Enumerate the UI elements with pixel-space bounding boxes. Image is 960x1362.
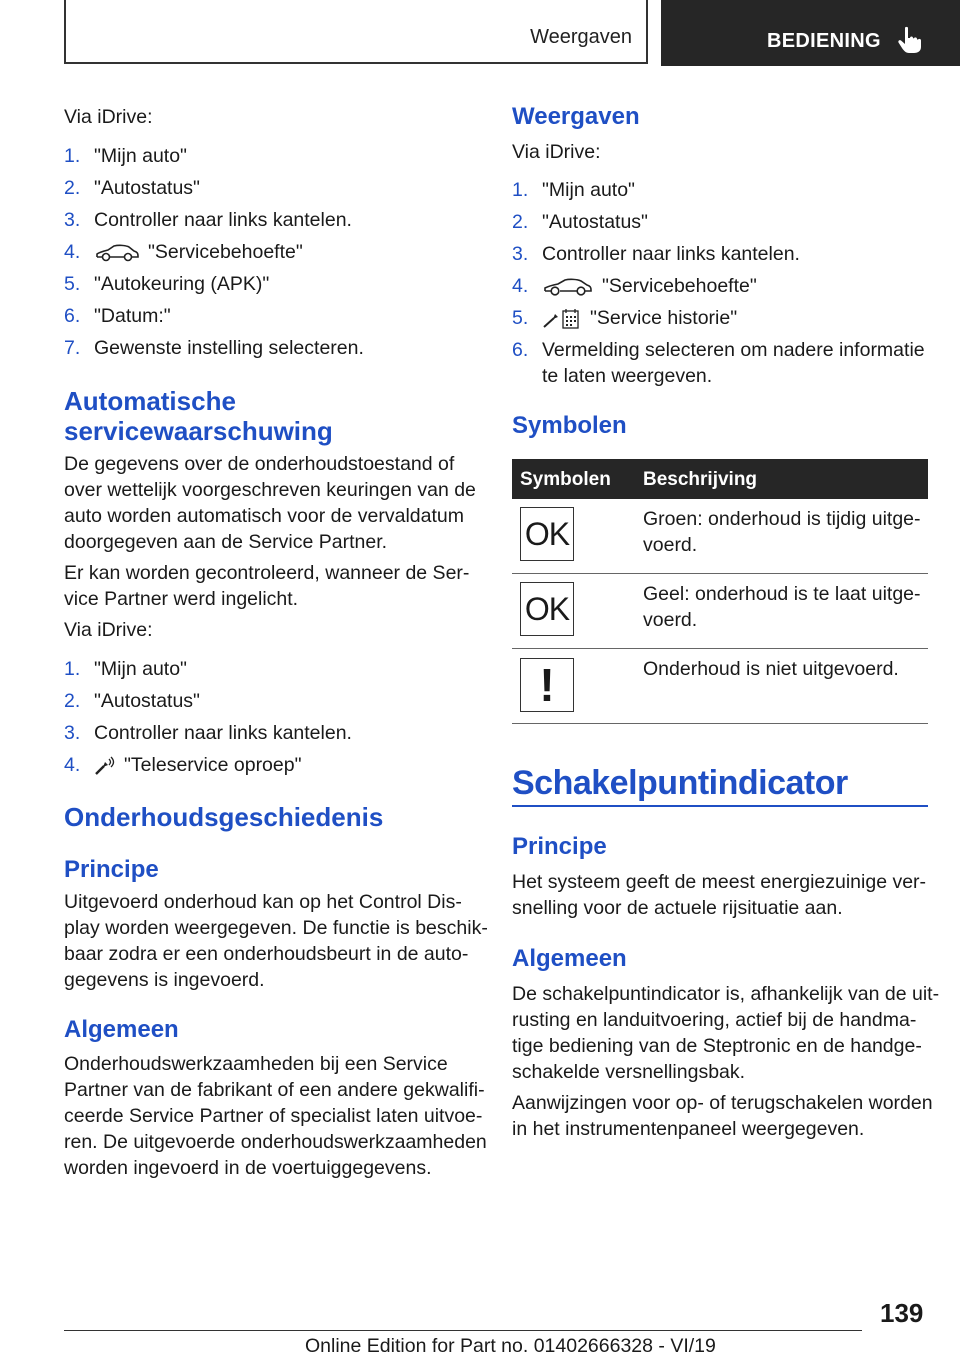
wrench-phone-icon (94, 756, 116, 776)
list-item: 4. "Teleservice oproep" (64, 754, 302, 776)
list-item: 1. "Mijn auto" (512, 179, 635, 201)
paragraph-line: play worden weergegeven. De functie is beschik‐ (64, 917, 488, 939)
paragraph-line: rusting en landuitvoering, actief bij de handma‐ (512, 1009, 917, 1031)
list-item: 3. Controller naar links kantelen. (512, 243, 800, 265)
list-item: 5. "Service historie" (512, 307, 738, 329)
exclamation-symbol-icon: ! (520, 658, 574, 712)
row-description: Geel: onderhoud is te laat uitge‐ voerd. (643, 583, 921, 631)
header-section-title: Weergaven (530, 26, 632, 48)
list-item: 1. "Mijn auto" (64, 658, 187, 680)
list-item: 5. "Autokeuring (APK)" (64, 273, 270, 295)
column-header-symbolen: Symbolen (520, 469, 611, 490)
list-item: 2. "Autostatus" (64, 690, 200, 712)
header-chapter-box (661, 0, 960, 66)
paragraph-line: Er kan worden gecontroleerd, wanneer de Ser‐ (64, 562, 470, 584)
list-item: 2. "Autostatus" (64, 177, 200, 199)
edition-footer: Online Edition for Part no. 01402666328 - VI/19 (305, 1335, 716, 1357)
via-idrive-label: Via iDrive: (64, 619, 153, 641)
paragraph-line: Het systeem geeft de meest energiezuinige ver‐ (512, 871, 927, 893)
pointing-hand-icon (897, 26, 923, 54)
page-number: 139 (880, 1298, 924, 1328)
heading-rule (512, 805, 928, 807)
list-item: 6. "Datum:" (64, 305, 171, 327)
paragraph-line: in het instrumentenpaneel weergegeven. (512, 1118, 865, 1140)
ok-symbol-icon: OK (520, 507, 574, 561)
table-row (512, 499, 928, 574)
heading-algemeen: Algemeen (64, 1016, 179, 1043)
car-icon (542, 277, 594, 297)
list-item: 4. "Servicebehoefte" (64, 241, 303, 263)
paragraph-line: vice Partner werd ingelicht. (64, 588, 299, 610)
list-item: 4. "Servicebehoefte" (512, 275, 757, 297)
paragraph-line: snelling voor de actuele rijsituatie aan. (512, 897, 843, 919)
table-row (512, 649, 928, 724)
list-item: 1. "Mijn auto" (64, 145, 187, 167)
header-section-box (64, 0, 648, 64)
heading-onderhoudsgeschiedenis: Onderhoudsgeschiedenis (64, 802, 384, 832)
heading-symbolen: Symbolen (512, 412, 627, 439)
paragraph-line: auto worden automatisch voor de vervaldatum (64, 505, 464, 527)
paragraph-line: Onderhoudswerkzaamheden bij een Service (64, 1053, 448, 1075)
paragraph-line: De gegevens over de onderhoudstoestand of (64, 453, 455, 475)
row-description: Groen: onderhoud is tijdig uitge‐ voerd. (643, 508, 921, 556)
paragraph-line: over wettelijk voorgeschreven keuringen van de (64, 479, 476, 501)
list-item: 3. Controller naar links kantelen. (64, 722, 352, 744)
car-icon (94, 243, 140, 263)
heading-principe: Principe (512, 833, 607, 860)
paragraph-line: gegevens is ingevoerd. (64, 969, 265, 991)
paragraph-line: baar zodra er een onderhoudsbeurt in de auto‐ (64, 943, 469, 965)
paragraph-line: doorgegeven aan de Service Partner. (64, 531, 388, 553)
heading-algemeen: Algemeen (512, 945, 627, 972)
paragraph-line: Uitgevoerd onderhoud kan op het Control Dis‐ (64, 891, 462, 913)
via-idrive-label: Via iDrive: (512, 141, 601, 163)
list-item: 2. "Autostatus" (512, 211, 648, 233)
paragraph-line: Partner van de fabrikant of een andere gekwalifi‐ (64, 1079, 485, 1101)
footer-rule (64, 1330, 862, 1331)
via-idrive-label: Via iDrive: (64, 106, 153, 128)
heading-schakelpuntindicator: Schakelpuntindicator (512, 764, 848, 802)
paragraph-line: De schakelpuntindicator is, afhankelijk van de uit‐ (512, 983, 940, 1005)
paragraph-line: worden ingevoerd in de voertuiggegevens. (64, 1157, 432, 1179)
heading-weergaven: Weergaven (512, 103, 640, 130)
heading-servicewaarschuwing: servicewaarschuwing (64, 416, 333, 446)
paragraph-line: tige bediening van de Steptronic en de handge‐ (512, 1035, 922, 1057)
service-history-icon (542, 308, 582, 330)
list-item: 7. Gewenste instelling selecteren. (64, 337, 364, 359)
paragraph-line: schakelde versnellingsbak. (512, 1061, 746, 1083)
ok-symbol-icon: OK (520, 582, 574, 636)
table-header (512, 459, 928, 499)
heading-automatische: Automatische (64, 386, 236, 416)
paragraph-line: ceerde Service Partner of specialist laten uitvoe‐ (64, 1105, 483, 1127)
header-chapter-title: BEDIENING (767, 30, 881, 52)
row-description: Onderhoud is niet uitgevoerd. (643, 658, 899, 680)
table-row (512, 574, 928, 649)
list-item: 3. Controller naar links kantelen. (64, 209, 352, 231)
paragraph-line: Aanwijzingen voor op- of terugschakelen worden (512, 1092, 933, 1114)
heading-principe: Principe (64, 856, 159, 883)
paragraph-line: ren. De uitgevoerde onderhoudswerkzaamheden (64, 1131, 487, 1153)
list-item: 6. Vermelding selecteren om nadere informatie (512, 339, 925, 361)
column-header-beschrijving: Beschrijving (643, 469, 758, 490)
list-item-continuation: te laten weergeven. (542, 365, 713, 387)
